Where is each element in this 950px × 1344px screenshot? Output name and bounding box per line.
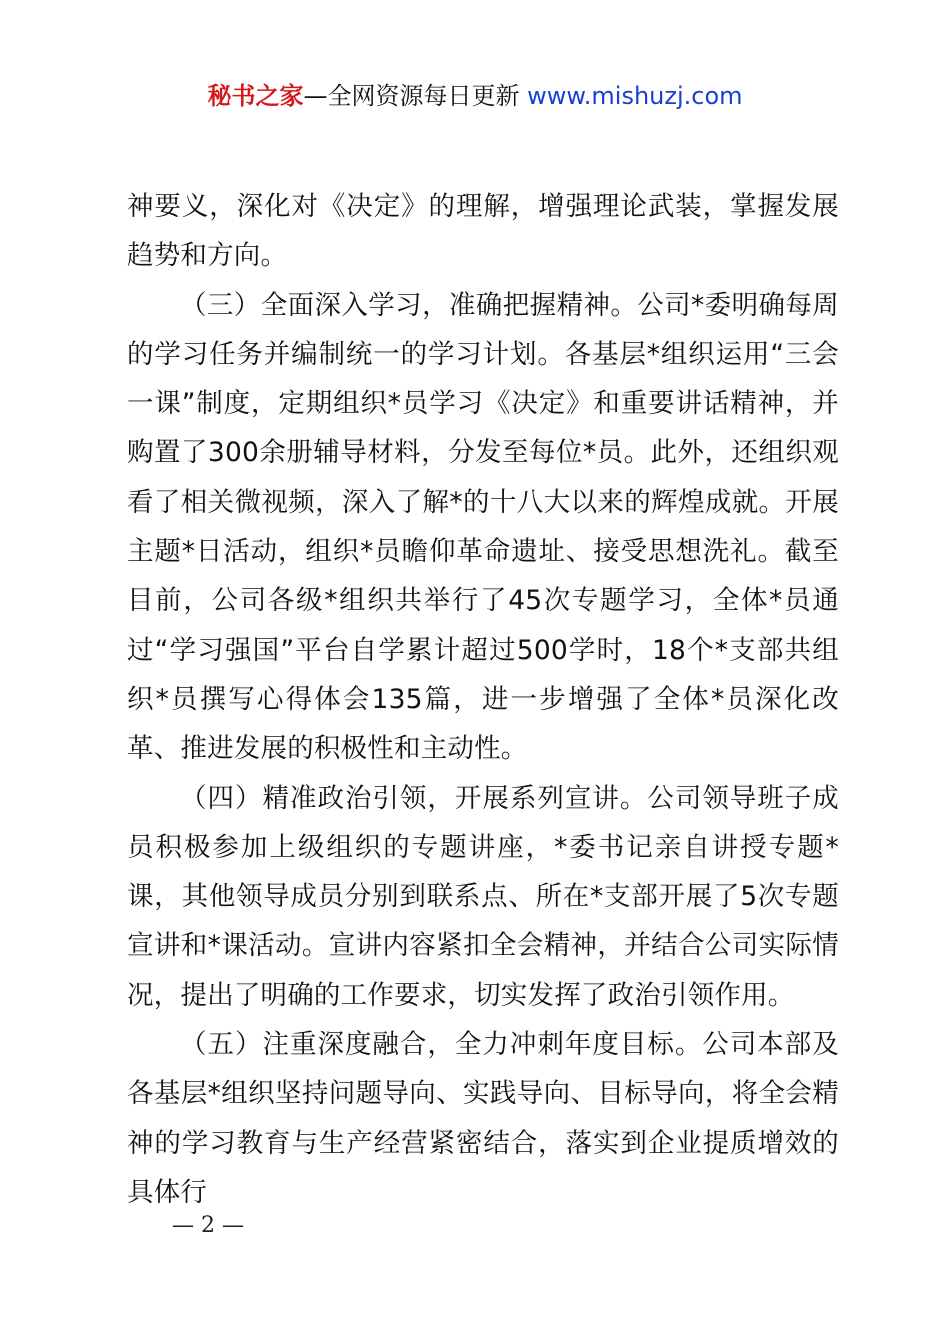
paragraph-line: 相关微视频，深入了解*的十八大以来的辉煌成就。开展主题* xyxy=(127,486,839,568)
paragraph-line: 积极参加上级组织的专题讲座，*委书记亲自讲授专题*课，其 xyxy=(127,831,840,913)
body-paragraph xyxy=(127,182,839,281)
page-header xyxy=(0,80,950,112)
paragraph-line: （五）注重深度融合，全力冲刺年度目标。公司本部及各 xyxy=(127,1029,839,1110)
paragraph-line: 学习任务并编制统一的学习计划。各基层*组织运用“三会一 xyxy=(127,338,839,420)
paragraph-line: 他领导成员分别到联系点、所在*支部开展了5次专题宣讲和* xyxy=(127,881,839,962)
paragraph-line: （三）全面深入学习，准确把握精神。公司*委明确每周的 xyxy=(127,289,839,370)
document-body xyxy=(127,182,839,1217)
paragraph-line: 势和方向。 xyxy=(153,240,288,272)
site-url-link[interactable]: www.mishuzj.com xyxy=(527,82,743,110)
paragraph-line: 神要义，深化对《决定》的理解，增强理论武装，掌握发展趋 xyxy=(127,191,839,272)
paragraph-line: 的积极性和主动性。 xyxy=(287,733,528,765)
page-number: — 2 — xyxy=(172,1213,244,1238)
paragraph-line: 了明确的工作要求，切实发挥了政治引领作用。 xyxy=(233,979,795,1011)
paragraph-line: 课活动。宣讲内容紧扣全会精神，并结合公司实际情况，提出 xyxy=(127,930,839,1011)
body-paragraph xyxy=(127,281,839,774)
paragraph-line: （四）精准政治引领，开展系列宣讲。公司领导班子成员 xyxy=(127,782,839,863)
paragraph-line: 学习教育与生产经营紧密结合，落实到企业提质增效的具体行 xyxy=(127,1127,839,1208)
header-tagline: —全网资源每日更新 xyxy=(303,82,528,110)
paragraph-line: 国”平台自学累计超过500学时，18个*支部共组织*员撰写 xyxy=(127,634,839,715)
paragraph-line: 日活动，组织*员瞻仰革命遗址、接受思想洗礼。截至目前，公 xyxy=(127,536,839,617)
paragraph-line: 了300余册辅导材料，分发至每位*员。此外，还组织观看了 xyxy=(127,437,840,518)
body-paragraph xyxy=(127,1020,839,1217)
paragraph-line: 心得体会135篇，进一步增强了全体*员深化改革、推进发展 xyxy=(127,683,840,765)
brand-name: 秘书之家 xyxy=(207,82,304,110)
paragraph-line: 基层*组织坚持问题导向、实践导向、目标导向，将全会精神的 xyxy=(127,1078,840,1159)
paragraph-line: 课”制度，定期组织*员学习《决定》和重要讲话精神，并购置 xyxy=(127,388,839,469)
paragraph-line: 司各级*组织共举行了45次专题学习，全体*员通过“学习强 xyxy=(127,585,839,666)
body-paragraph xyxy=(127,774,839,1020)
